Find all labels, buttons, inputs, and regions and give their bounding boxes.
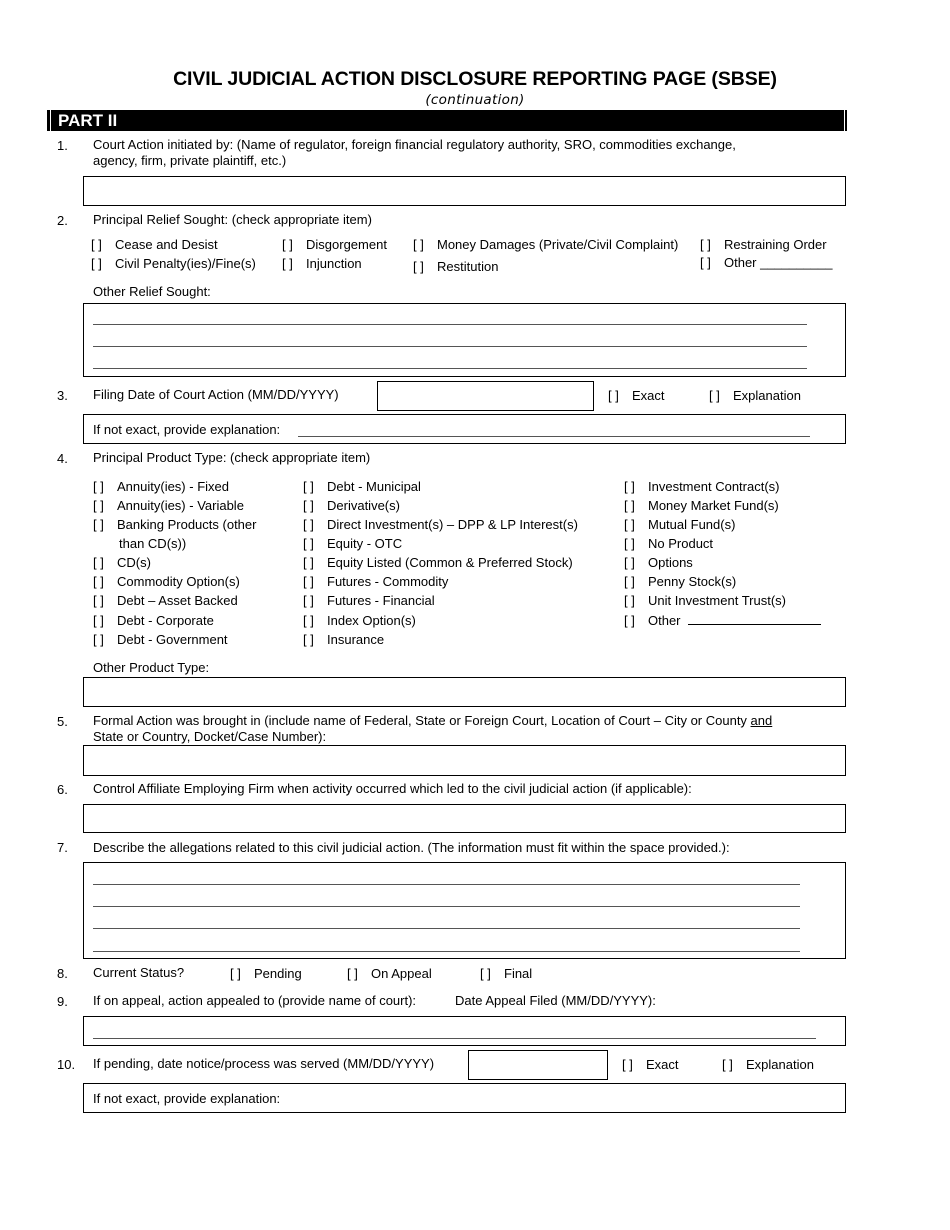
product-penny-stocks-checkbox[interactable]: [ ] Penny Stock(s) <box>624 574 737 589</box>
q6-label: Control Affiliate Employing Firm when activity occurred which led to the civil judicial action (if applicable): <box>93 781 692 796</box>
checkbox-brackets: [ ] <box>303 613 314 628</box>
checkbox-brackets: [ ] <box>624 613 635 628</box>
checkbox-brackets: [ ] <box>303 536 314 551</box>
product-banking-products-wrap: than CD(s)) <box>119 536 187 551</box>
checkbox-brackets: [ ] <box>282 237 293 252</box>
q1-label-line2: agency, firm, private plaintiff, etc.) <box>93 153 287 168</box>
q7-label: Describe the allegations related to this civil judicial action. (The information must fit within the space provided.): <box>93 840 730 855</box>
checkbox-brackets: [ ] <box>93 613 104 628</box>
checkbox-brackets: [ ] <box>93 498 104 513</box>
product-other-checkbox[interactable]: [ ] Other <box>624 613 821 628</box>
status-on-appeal-checkbox[interactable]: [ ] On Appeal <box>347 966 432 981</box>
relief-disgorgement-checkbox[interactable]: [ ] Disgorgement <box>282 237 387 252</box>
explanation-prompt: If not exact, provide explanation: <box>93 1091 281 1106</box>
product-banking-products-checkbox[interactable]: [ ] Banking Products (other <box>93 517 257 532</box>
checkbox-brackets: [ ] <box>624 479 635 494</box>
checkbox-brackets: [ ] <box>413 237 424 252</box>
checkbox-brackets: [ ] <box>303 632 314 647</box>
filing-date-explanation-checkbox[interactable]: [ ] Explanation <box>709 388 801 403</box>
q3-label: Filing Date of Court Action (MM/DD/YYYY) <box>93 387 339 402</box>
writing-line <box>93 346 807 347</box>
writing-line <box>93 368 807 369</box>
product-insurance-checkbox[interactable]: [ ] Insurance <box>303 632 385 647</box>
q2-label: Principal Relief Sought: (check appropriate item) <box>93 212 372 227</box>
checkbox-brackets: [ ] <box>93 479 104 494</box>
other-relief-sought-field[interactable] <box>83 303 846 377</box>
filing-date-exact-checkbox[interactable]: [ ] Exact <box>608 388 665 403</box>
checkbox-brackets: [ ] <box>303 555 314 570</box>
other-product-type-field[interactable] <box>83 677 846 707</box>
q4-label: Principal Product Type: (check appropriate item) <box>93 450 371 465</box>
checkbox-brackets: [ ] <box>622 1057 633 1072</box>
writing-line <box>93 324 807 325</box>
q8-label: Current Status? <box>93 965 185 980</box>
checkbox-brackets: [ ] <box>91 256 102 271</box>
page-subtitle: (continuation) <box>425 92 525 108</box>
q6-number: 6. <box>57 782 68 797</box>
checkbox-brackets: [ ] <box>93 555 104 570</box>
relief-restraining-order-checkbox[interactable]: [ ] Restraining Order <box>700 237 827 252</box>
notice-date-exact-checkbox[interactable]: [ ] Exact <box>622 1057 679 1072</box>
checkbox-brackets: [ ] <box>624 593 635 608</box>
page-title: CIVIL JUDICIAL ACTION DISCLOSURE REPORTING PAGE (SBSE) <box>173 68 777 90</box>
product-debt-asset-backed-checkbox[interactable]: [ ] Debt – Asset Backed <box>93 593 238 608</box>
checkbox-brackets: [ ] <box>480 966 491 981</box>
other-relief-sought-label: Other Relief Sought: <box>93 284 211 299</box>
checkbox-brackets: [ ] <box>709 388 720 403</box>
control-affiliate-firm-field[interactable] <box>83 804 846 833</box>
product-annuity-fixed-checkbox[interactable]: [ ] Annuity(ies) - Fixed <box>93 479 229 494</box>
product-options-checkbox[interactable]: [ ] Options <box>624 555 693 570</box>
product-other-blank[interactable] <box>688 614 821 625</box>
filing-date-explanation-field[interactable] <box>83 414 846 444</box>
relief-money-damages-checkbox[interactable]: [ ] Money Damages (Private/Civil Complaint) <box>413 237 679 252</box>
q4-number: 4. <box>57 451 68 466</box>
product-money-market-funds-checkbox[interactable]: [ ] Money Market Fund(s) <box>624 498 779 513</box>
notice-date-explanation-checkbox[interactable]: [ ] Explanation <box>722 1057 814 1072</box>
product-equity-listed-checkbox[interactable]: [ ] Equity Listed (Common & Preferred Stock) <box>303 555 573 570</box>
q7-number: 7. <box>57 840 68 855</box>
q5-label-line1: Formal Action was brought in (include name of Federal, State or Foreign Court, Location of Court – City or County and <box>93 713 773 728</box>
q8-number: 8. <box>57 966 68 981</box>
q1-number: 1. <box>57 138 68 153</box>
q2-number: 2. <box>57 213 68 228</box>
product-debt-corporate-checkbox[interactable]: [ ] Debt - Corporate <box>93 613 214 628</box>
writing-line <box>93 1038 816 1039</box>
checkbox-brackets: [ ] <box>608 388 619 403</box>
allegations-field[interactable] <box>83 862 846 959</box>
product-futures-financial-checkbox[interactable]: [ ] Futures - Financial <box>303 593 435 608</box>
notice-date-explanation-field[interactable] <box>83 1083 846 1113</box>
checkbox-brackets: [ ] <box>93 632 104 647</box>
product-cds-checkbox[interactable]: [ ] CD(s) <box>93 555 151 570</box>
part-header-bar <box>47 110 847 131</box>
checkbox-brackets: [ ] <box>722 1057 733 1072</box>
checkbox-brackets: [ ] <box>624 555 635 570</box>
q10-number: 10. <box>57 1057 76 1072</box>
checkbox-brackets: [ ] <box>303 498 314 513</box>
checkbox-brackets: [ ] <box>624 498 635 513</box>
checkbox-brackets: [ ] <box>700 237 711 252</box>
product-investment-contracts-checkbox[interactable]: [ ] Investment Contract(s) <box>624 479 780 494</box>
q10-label: If pending, date notice/process was served (MM/DD/YYYY) <box>93 1056 435 1071</box>
other-product-type-label: Other Product Type: <box>93 660 210 675</box>
writing-line <box>93 906 800 907</box>
q9-number: 9. <box>57 994 68 1009</box>
checkbox-brackets: [ ] <box>700 255 711 270</box>
court-action-initiated-by-field[interactable] <box>83 176 846 206</box>
checkbox-brackets: [ ] <box>93 593 104 608</box>
product-no-product-checkbox[interactable]: [ ] No Product <box>624 536 714 551</box>
q9-label: If on appeal, action appealed to (provide name of court): <box>93 993 417 1008</box>
filing-date-field[interactable] <box>377 381 594 411</box>
checkbox-brackets: [ ] <box>624 536 635 551</box>
relief-injunction-checkbox[interactable]: [ ] Injunction <box>282 256 362 271</box>
product-direct-investment-checkbox[interactable]: [ ] Direct Investment(s) – DPP & LP Interest(s) <box>303 517 578 532</box>
checkbox-brackets: [ ] <box>413 259 424 274</box>
relief-restitution-checkbox[interactable]: [ ] Restitution <box>413 259 499 274</box>
writing-line <box>93 951 800 952</box>
product-commodity-options-checkbox[interactable]: [ ] Commodity Option(s) <box>93 574 240 589</box>
q5-number: 5. <box>57 714 68 729</box>
q5-label-line2: State or Country, Docket/Case Number): <box>93 729 327 744</box>
checkbox-brackets: [ ] <box>624 574 635 589</box>
checkbox-brackets: [ ] <box>347 966 358 981</box>
appeal-court-and-date-field[interactable] <box>83 1016 846 1046</box>
status-pending-checkbox[interactable]: [ ] Pending <box>230 966 302 981</box>
product-equity-otc-checkbox[interactable]: [ ] Equity - OTC <box>303 536 403 551</box>
product-debt-government-checkbox[interactable]: [ ] Debt - Government <box>93 632 228 647</box>
writing-line <box>93 884 800 885</box>
writing-line <box>93 928 800 929</box>
notice-served-date-field[interactable] <box>468 1050 608 1080</box>
checkbox-brackets: [ ] <box>303 593 314 608</box>
formal-action-court-field[interactable] <box>83 745 846 776</box>
checkbox-brackets: [ ] <box>303 517 314 532</box>
relief-civil-penalty-checkbox[interactable]: [ ] Civil Penalty(ies)/Fine(s) <box>91 256 256 271</box>
writing-line <box>298 436 810 437</box>
relief-other-checkbox[interactable]: [ ] Other __________ <box>700 255 833 270</box>
checkbox-brackets: [ ] <box>91 237 102 252</box>
q9-date-label: Date Appeal Filed (MM/DD/YYYY): <box>455 993 656 1008</box>
product-derivatives-checkbox[interactable]: [ ] Derivative(s) <box>303 498 400 513</box>
q3-number: 3. <box>57 388 68 403</box>
product-index-options-checkbox[interactable]: [ ] Index Option(s) <box>303 613 416 628</box>
product-annuity-variable-checkbox[interactable]: [ ] Annuity(ies) - Variable <box>93 498 244 513</box>
product-futures-commodity-checkbox[interactable]: [ ] Futures - Commodity <box>303 574 449 589</box>
product-unit-investment-trusts-checkbox[interactable]: [ ] Unit Investment Trust(s) <box>624 593 786 608</box>
checkbox-brackets: [ ] <box>282 256 293 271</box>
q1-label-line1: Court Action initiated by: (Name of regulator, foreign financial regulatory authority, SRO, commodities exchange, <box>93 137 736 152</box>
checkbox-brackets: [ ] <box>93 574 104 589</box>
product-mutual-funds-checkbox[interactable]: [ ] Mutual Fund(s) <box>624 517 736 532</box>
status-final-checkbox[interactable]: [ ] Final <box>480 966 533 981</box>
checkbox-brackets: [ ] <box>624 517 635 532</box>
checkbox-brackets: [ ] <box>303 479 314 494</box>
checkbox-brackets: [ ] <box>303 574 314 589</box>
checkbox-brackets: [ ] <box>230 966 241 981</box>
checkbox-brackets: [ ] <box>93 517 104 532</box>
product-debt-municipal-checkbox[interactable]: [ ] Debt - Municipal <box>303 479 421 494</box>
part-label: PART II <box>58 111 118 130</box>
relief-cease-and-desist-checkbox[interactable]: [ ] Cease and Desist <box>91 237 218 252</box>
explanation-prompt: If not exact, provide explanation: <box>93 422 281 437</box>
